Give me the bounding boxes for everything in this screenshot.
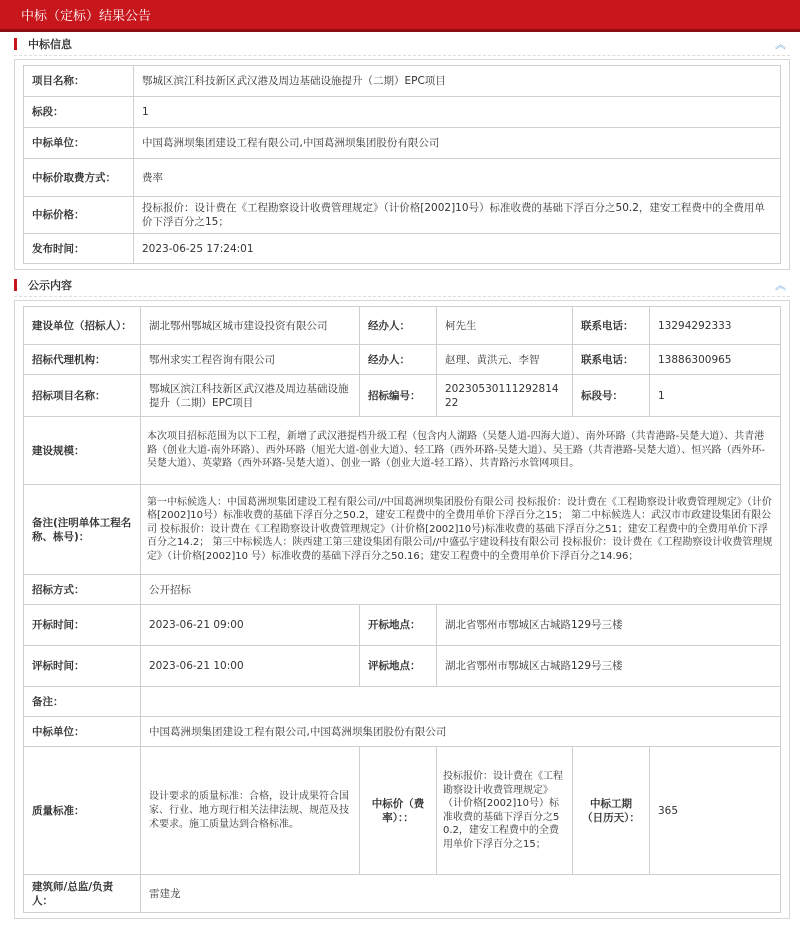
row-value: 投标报价：设计费在《工程勘察设计收费管理规定》（计价格[2002]10号）标准收费的基础下浮百分之50.2，建安工程费中的全费用单价下浮百分之15； — [134, 197, 781, 234]
quality-value: 设计要求的质量标准：合格，设计成果符合国家、行业、地方现行相关法律法规、规范及技术要求。施工质量达到合格标准。 — [141, 747, 360, 875]
agency-value: 鄂州求实工程咨询有限公司 — [141, 345, 360, 375]
row-label: 标段： — [24, 97, 134, 128]
table-row — [24, 747, 781, 875]
table-row — [24, 197, 781, 234]
collapse-icon[interactable]: ︽ — [775, 38, 786, 51]
builder-label: 建设单位（招标人）： — [24, 307, 141, 345]
row-label: 中标单位： — [24, 128, 134, 159]
period-value: 365 — [650, 747, 781, 875]
table-row — [24, 417, 781, 485]
handler-value: 柯先生 — [437, 307, 573, 345]
row-value: 鄂城区滨江科技新区武汉港及周边基础设施提升（二期）EPC项目 — [134, 66, 781, 97]
table-row — [24, 234, 781, 264]
table-row — [24, 66, 781, 97]
row-label: 发布时间： — [24, 234, 134, 264]
section-title: 公示内容 — [28, 279, 72, 292]
bidno-value: 2023053011129281422 — [437, 375, 573, 417]
table-row — [24, 485, 781, 575]
public-content-panel — [14, 300, 790, 919]
lot-value: 1 — [650, 375, 781, 417]
table-row — [24, 307, 781, 345]
period-label: 中标工期（日历天）： — [573, 747, 650, 875]
row-value: 费率 — [134, 159, 781, 197]
bidno-label: 招标编号： — [360, 375, 437, 417]
method-value: 公开招标 — [141, 575, 781, 605]
handler-label: 经办人： — [360, 345, 437, 375]
table-row — [24, 159, 781, 197]
phone-value: 13886300965 — [650, 345, 781, 375]
note-value — [141, 687, 781, 717]
table-row — [24, 97, 781, 128]
table-row — [24, 128, 781, 159]
table-row — [24, 717, 781, 747]
table-row — [24, 646, 781, 687]
table-row — [24, 605, 781, 646]
row-value: 1 — [134, 97, 781, 128]
section-title: 中标信息 — [28, 38, 72, 51]
project-value: 鄂城区滨江科技新区武汉港及周边基础设施提升（二期）EPC项目 — [141, 375, 360, 417]
eval-time-value: 2023-06-21 10:00 — [141, 646, 360, 687]
row-value: 中国葛洲坝集团建设工程有限公司,中国葛洲坝集团股份有限公司 — [134, 128, 781, 159]
winner-label: 中标单位： — [24, 717, 141, 747]
price-label: 中标价（费率）：： — [360, 747, 437, 875]
open-place-value: 湖北省鄂州市鄂城区古城路129号三楼 — [437, 605, 781, 646]
row-label: 项目名称： — [24, 66, 134, 97]
eval-time-label: 评标时间： — [24, 646, 141, 687]
open-time-value: 2023-06-21 09:00 — [141, 605, 360, 646]
row-label: 中标价格： — [24, 197, 134, 234]
collapse-icon[interactable]: ︽ — [775, 279, 786, 292]
architect-label: 建筑师/总监/负责人： — [24, 875, 141, 913]
table-row — [24, 375, 781, 417]
bid-info-table — [23, 65, 781, 264]
scale-value: 本次项目招标范围为以下工程，新增了武汉港提档升级工程（包含内人湖路（吴楚人道-四海大道）、南外环路（共青港路-吴楚大道）、共青港路（创业大道-南外环路）、西外环路（旭光大道-创业大道）、轻工路（西外环路-吴楚大道）、吴王路（共青港路-吴楚大道）、恒兴路（西外环-吴楚大道）、英蒙路（西外环路-吴楚大道）、创业一路（创业大道-轻工路）、共青路污水管网项目。 — [141, 417, 781, 485]
table-row — [24, 575, 781, 605]
project-label: 招标项目名称： — [24, 375, 141, 417]
lot-label: 标段号： — [573, 375, 650, 417]
open-place-label: 开标地点： — [360, 605, 437, 646]
winner-value: 中国葛洲坝集团建设工程有限公司,中国葛洲坝集团股份有限公司 — [141, 717, 781, 747]
page-title: 中标（定标）结果公告 — [21, 9, 152, 24]
table-row — [24, 687, 781, 717]
eval-place-value: 湖北省鄂州市鄂城区古城路129号三楼 — [437, 646, 781, 687]
table-row — [24, 875, 781, 913]
note-label: 备注： — [24, 687, 141, 717]
section-marker — [14, 279, 17, 291]
header-bar — [0, 0, 800, 32]
phone-label: 联系电话： — [573, 345, 650, 375]
price-value: 投标报价：设计费在《工程勘察设计收费管理规定》（计价格[2002]10号）标准收费的基础下浮百分之50.2，建安工程费中的全费用单价下浮百分之15； — [437, 747, 573, 875]
phone-label: 联系电话： — [573, 307, 650, 345]
handler-label: 经办人： — [360, 307, 437, 345]
row-value: 2023-06-25 17:24:01 — [134, 234, 781, 264]
scale-label: 建设规模： — [24, 417, 141, 485]
remark-value: 第一中标候选人：中国葛洲坝集团建设工程有限公司//中国葛洲坝集团股份有限公司 投标报价：设计费在《工程勘察设计收费管理规定》（计价格[2002]10号）标准收费的基础下浮百分之50.2，建安工程费中的全费用单价下浮百分之15； 第二中标候选人：武汉市市政建设集团有限公司 投标报价：设计费在《工程勘察设计收费管理规定》（计价格[2002]10号)标准收费的基础下浮百分之51；建安工程费中的全费用单价下浮百分之14.2； 第三中标候选人：陕西建工第三建设集团有限公司//中盛弘宇建设科技有限公司 投标报价：设计费在《工程勘察设计收费管理规定》（计价格[2002]10 号）标准收费的基础下浮百分之50.16；建安工程费中的全费用单价下浮百分之14.96； — [141, 485, 781, 575]
section-header-bid-info[interactable] — [14, 33, 790, 56]
builder-value: 湖北鄂州鄂城区城市建设投资有限公司 — [141, 307, 360, 345]
handler-value: 赵理、黄洪元、李智 — [437, 345, 573, 375]
bid-info-panel — [14, 59, 790, 270]
table-row — [24, 345, 781, 375]
quality-label: 质量标准： — [24, 747, 141, 875]
remark-label: 备注(注明单体工程名称、栋号)： — [24, 485, 141, 575]
section-marker — [14, 38, 17, 50]
eval-place-label: 评标地点： — [360, 646, 437, 687]
public-content-table — [23, 306, 781, 913]
section-header-public-content[interactable] — [14, 274, 790, 297]
architect-value: 雷建龙 — [141, 875, 781, 913]
method-label: 招标方式： — [24, 575, 141, 605]
agency-label: 招标代理机构： — [24, 345, 141, 375]
open-time-label: 开标时间： — [24, 605, 141, 646]
phone-value: 13294292333 — [650, 307, 781, 345]
row-label: 中标价取费方式： — [24, 159, 134, 197]
